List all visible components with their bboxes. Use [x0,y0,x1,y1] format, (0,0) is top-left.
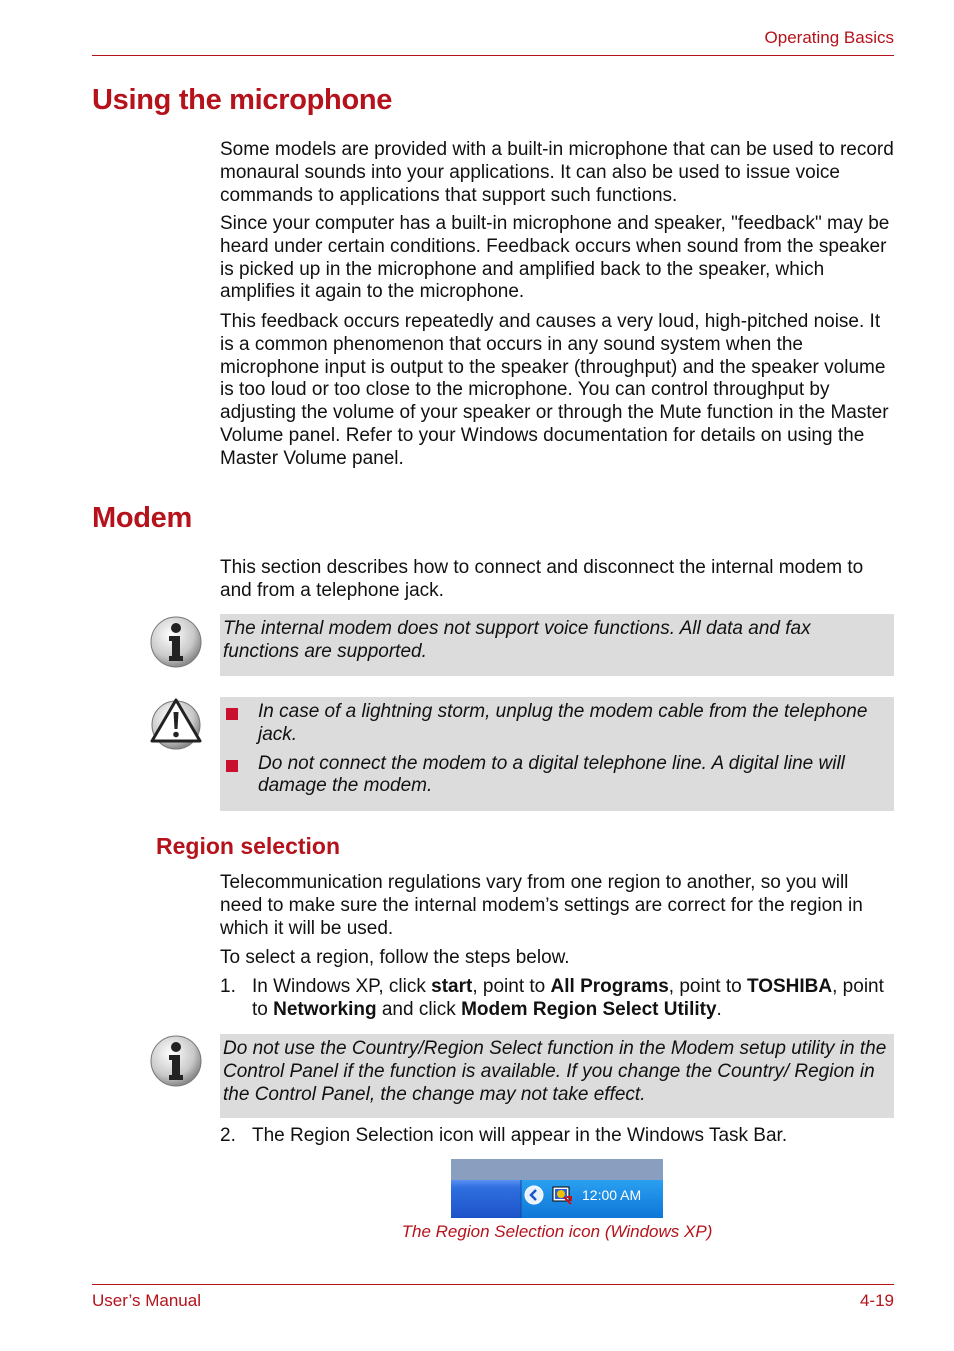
menu-toshiba: TOSHIBA [746,976,833,997]
step-2-text: The Region Selection icon will appear in the Windows Task Bar. [252,1125,788,1146]
caution-item-lightning [223,701,888,747]
info-icon [148,1033,204,1089]
region-paragraph-2: To select a region, follow the steps below. [220,947,570,968]
menu-all-programs: All Programs [550,976,669,997]
page-header-section: Operating Basics [764,28,894,47]
step-2 [220,1125,894,1148]
caution-item-digital-line [223,753,888,799]
info-note-voice [220,614,894,676]
bullet-square-icon [226,708,238,720]
step-2-number: 2. [220,1125,236,1146]
bullet-square-icon [226,760,238,772]
caution-note [220,697,894,811]
caution-item-lightning-text: In case of a lightning storm, unplug the modem cable from the telephone jack. [258,701,868,745]
footer-rule [92,1284,894,1285]
footer-page-number: 4-19 [859,1291,894,1310]
taskbar-clock: 12:00 AM [582,1187,642,1203]
menu-start: start [431,976,473,997]
heading-microphone: Using the microphone [92,84,393,116]
step-1-number: 1. [220,976,236,997]
menu-modem-region-select-utility: Modem Region Select Utility [461,998,717,1020]
menu-networking: Networking [273,998,377,1020]
microphone-paragraph-2: Since your computer has a built-in microphone and speaker, "feedback" may be heard under certain conditions. Feedback occurs when sound from the speaker is picked up in the microphone and amplified back to the speaker, which amplifies it again to the microphone. [220,213,890,303]
caution-item-digital-line-text: Do not connect the modem to a digital telephone line. A digital line will damage the modem. [258,752,845,797]
step-1-text: In Windows XP, click start, point to All Programs, point to TOSHIBA, point to Networking and click Modem Region Select Utility. [252,976,884,1020]
figure-caption: The Region Selection icon (Windows XP) [401,1222,713,1241]
heading-modem: Modem [92,502,193,534]
microphone-paragraph-1: Some models are provided with a built-in microphone that can be used to record monaural sounds into your applications. It can also be used to issue voice commands to applications that support such functions. [220,139,894,206]
heading-region-selection: Region selection [156,833,341,859]
region-selection-icon[interactable] [551,1184,573,1206]
info-note-country-region-text: Do not use the Country/Region Select function in the Modem setup utility in the Control Panel if the function is available. If you change the Country/ Region in the Control Panel, the change may not take effect. [223,1038,887,1105]
header-rule [92,55,894,56]
microphone-paragraph-3: This feedback occurs repeatedly and causes a very loud, high-pitched noise. It is a common phenomenon that occurs in any sound system when the microphone input is output to the speaker (throughput) and the speaker volume is too loud or too close to the microphone. You can control throughput by adjusting the volume of your speaker or through the Mute function in the Master Volume panel. Refer to your Windows documentation for details on using the Master Volume panel. [220,311,889,469]
footer-manual-title: User’s Manual [92,1291,201,1310]
modem-intro: This section describes how to connect and disconnect the internal modem to and from a telephone jack. [220,557,864,601]
chevron-left-icon[interactable] [524,1185,544,1205]
info-note-voice-text: The internal modem does not support voice functions. All data and fax functions are supported. [223,618,811,662]
region-paragraph-1: Telecommunication regulations vary from one region to another, so you will need to make sure the internal modem’s settings are correct for the region in which it will be used. [220,872,863,939]
info-note-country-region [220,1034,894,1118]
step-1 [220,976,894,1022]
caution-icon [148,695,204,751]
info-icon [148,614,204,670]
